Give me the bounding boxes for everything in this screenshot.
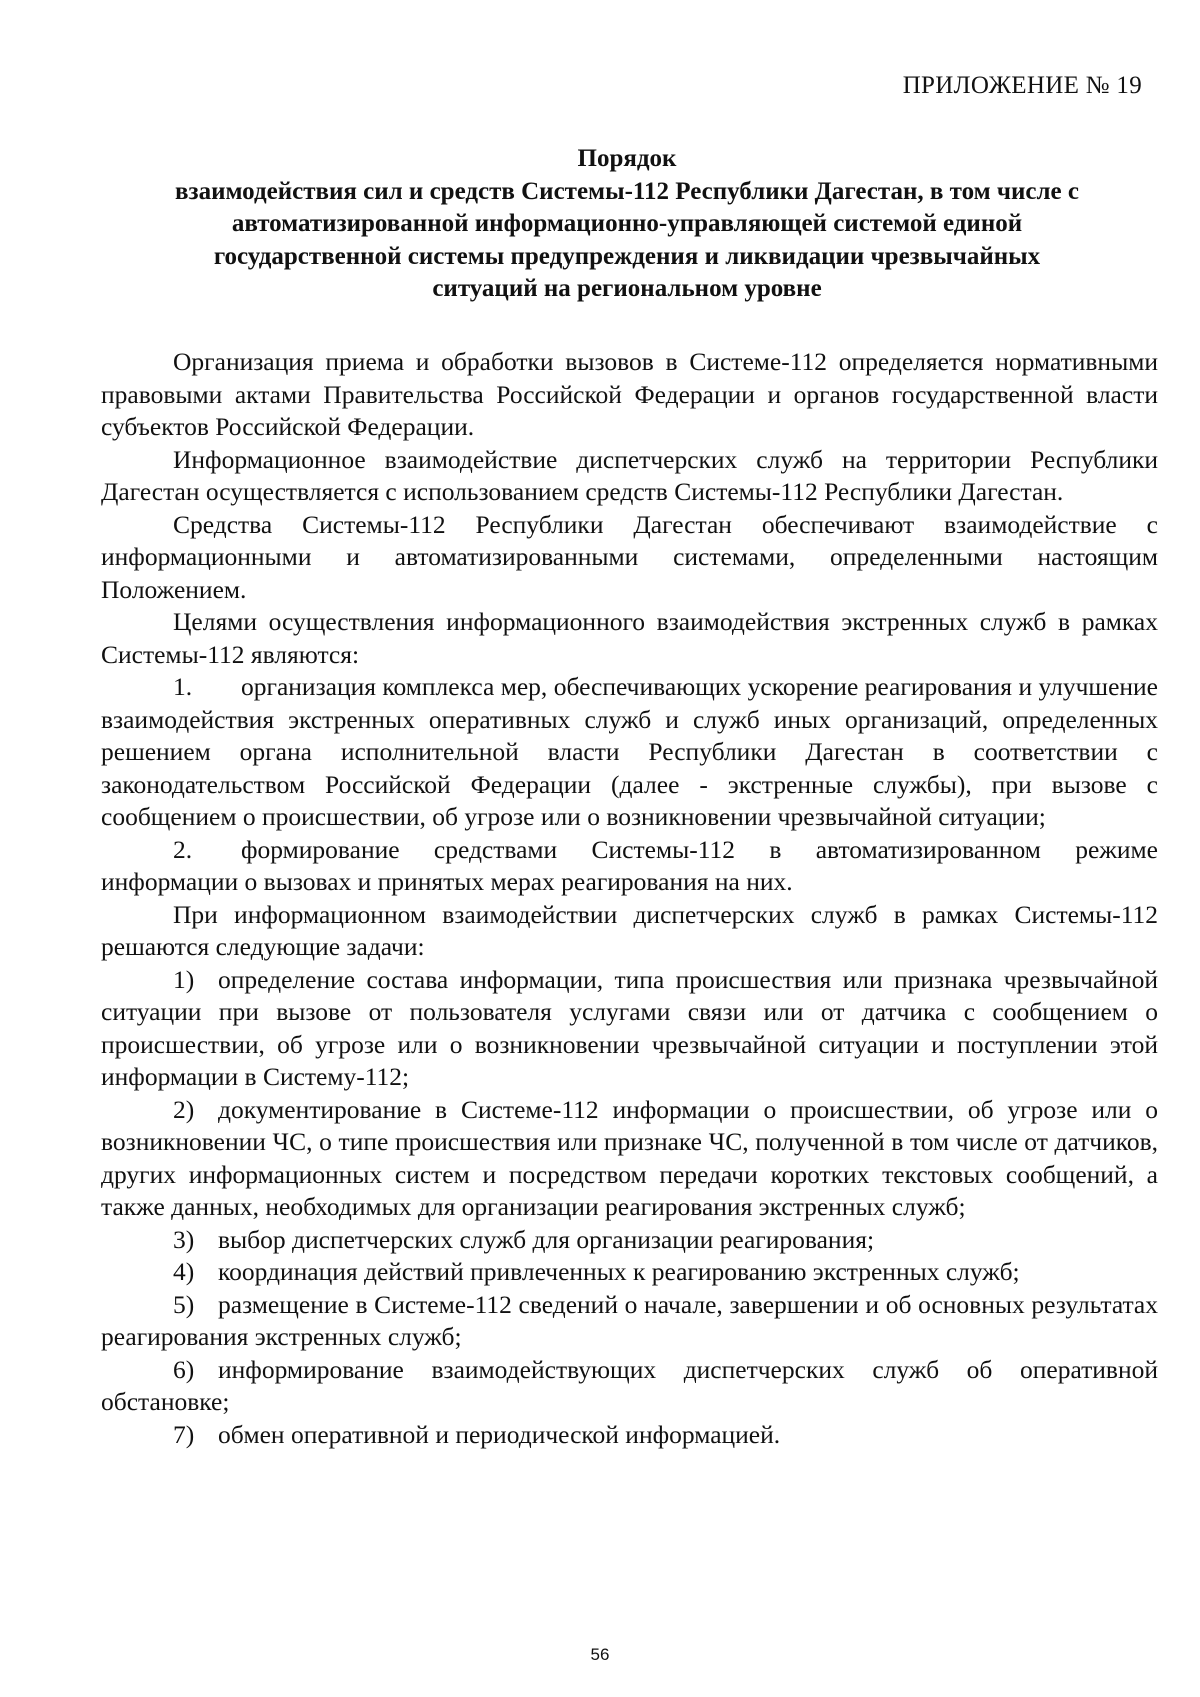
goal-item [101, 671, 1158, 834]
title-line: государственной системы предупреждения и ликвидации чрезвычайных [213, 242, 1041, 270]
task-text: обмен оперативной и периодической информацией. [218, 1419, 781, 1449]
task-number: 3) [173, 1224, 195, 1254]
task-text: выбор диспетчерских служб для организации реагирования; [218, 1224, 875, 1254]
title-line: Порядок [577, 145, 677, 172]
goal-text: организация комплекса мер, обеспечивающих ускорение реагирования и улучшение взаимодействия экстренных оперативных служб и служб иных организаций, определенных решением органа исполнительной власти Республики Дагестан в соответствии с законодательством Российской Федерации (далее - экстренные службы), при вызове с сообщением о происшествии, об угрозе или о возникновении чрезвычайной ситуации; [101, 672, 1158, 831]
document-body [101, 346, 1158, 1451]
task-number: 6) [173, 1354, 195, 1384]
task-item [101, 1224, 1158, 1257]
title-line: автоматизированной информационно-управляющей системой единой [231, 210, 1023, 237]
task-item [101, 1354, 1158, 1419]
paragraph: Средства Системы-112 Республики Дагестан обеспечивают взаимодействие с информационными и автоматизированными системами, определенными настоящим Положением. [101, 509, 1158, 604]
goal-text: формирование средствами Системы-112 в автоматизированном режиме информации о вызовах и принятых мерах реагирования на них. [101, 834, 1158, 896]
title-line: ситуаций на региональном уровне [432, 275, 822, 302]
goal-number: 2. [173, 834, 193, 864]
task-text: размещение в Системе-112 сведений о начале, завершении и об основных результатах реагирования экстренных служб; [101, 1289, 1158, 1351]
title-line: взаимодействия сил и средств Системы-112 Республики Дагестан, в том числе с [175, 177, 1079, 205]
paragraph: При информационном взаимодействии диспетчерских служб в рамках Системы-112 решаются следующие задачи: [101, 899, 1158, 961]
goal-item [101, 834, 1158, 899]
goal-number: 1. [173, 672, 193, 701]
paragraph: Информационное взаимодействие диспетчерских служб на территории Республики Дагестан осуществляется с использованием средств Системы-112 Республики Дагестан. [101, 444, 1158, 506]
task-item [101, 1094, 1158, 1224]
task-item [101, 1289, 1158, 1354]
task-number: 1) [173, 964, 195, 994]
task-number: 2) [173, 1094, 195, 1124]
task-item [101, 1256, 1158, 1289]
paragraph: Целями осуществления информационного взаимодействия экстренных служб в рамках Системы-112 являются: [101, 607, 1158, 669]
task-number: 7) [173, 1419, 195, 1449]
task-item [101, 1419, 1158, 1452]
task-item [101, 964, 1158, 1094]
document-title [96, 143, 1158, 306]
task-number: 4) [173, 1257, 195, 1286]
appendix-label: ПРИЛОЖЕНИЕ № 19 [902, 72, 1142, 99]
task-text: определение состава информации, типа происшествия или признака чрезвычайной ситуации при вызове от пользователя услугами связи или от датчика с сообщением о происшествии, об угрозе или о возникновении чрезвычайной ситуации и поступлении этой информации в Систему-112; [101, 964, 1158, 1091]
task-text: документирование в Системе-112 информации о происшествии, об угрозе или о возникновении ЧС, о типе происшествия или признаке ЧС, полученной в том числе от датчиков, других информационных систем и посредством передачи коротких текстовых сообщений, а также данных, необходимых для организации реагирования экстренных служб; [101, 1094, 1158, 1221]
page-number: 56 [590, 1645, 610, 1664]
task-text: информирование взаимодействующих диспетчерских служб об оперативной обстановке; [101, 1354, 1158, 1416]
task-number: 5) [173, 1289, 195, 1319]
task-text: координация действий привлеченных к реагированию экстренных служб; [218, 1257, 1020, 1286]
paragraph: Организация приема и обработки вызовов в Системе-112 определяется нормативными правовыми актами Правительства Российской Федерации и органов государственной власти субъектов Российской Федерации. [101, 347, 1158, 441]
